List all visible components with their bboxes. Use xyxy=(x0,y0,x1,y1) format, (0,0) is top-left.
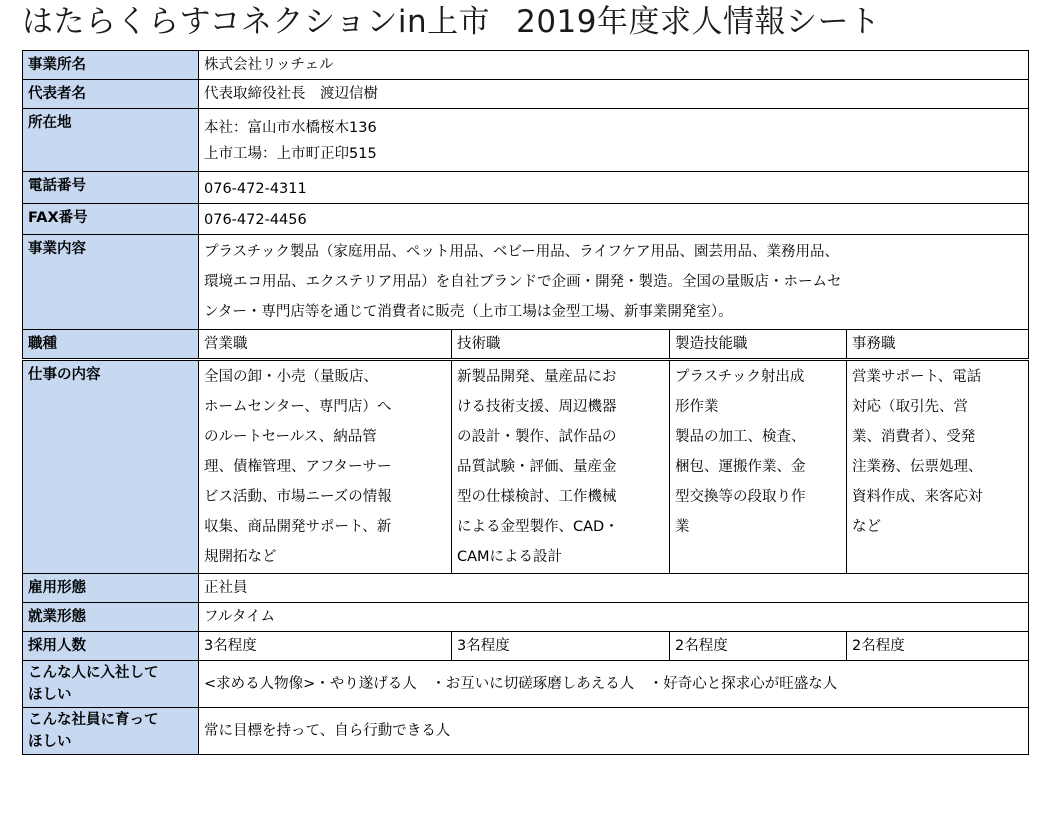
desired-person-label-line: ほしい xyxy=(28,687,72,703)
row-work-style xyxy=(23,603,1029,632)
detail-line: 製品の加工、検査、 xyxy=(675,429,806,445)
address-head-office: 本社：富山市水橋桜木136 xyxy=(204,120,377,136)
detail-line: 全国の卸・小売（量販店、 xyxy=(204,369,378,385)
job-details-engineering xyxy=(452,360,670,574)
company-name-label: 事業所名 xyxy=(23,51,199,80)
row-job-types xyxy=(23,330,1029,360)
growth-label-line: ほしい xyxy=(28,734,72,750)
business-line: 環境エコ用品、エクステリア用品）を自社ブランドで企画・開発・製造。全国の量販店・ホームセ xyxy=(204,274,842,290)
detail-line: 品質試験・評価、量産金 xyxy=(457,459,617,475)
detail-line: 注業務、伝票処理、 xyxy=(852,459,983,475)
row-hiring-count xyxy=(23,632,1029,661)
detail-line: の設計・製作、試作品の xyxy=(457,429,617,445)
detail-line: 型交換等の段取り作 xyxy=(675,489,806,505)
employment-type-value: 正社員 xyxy=(199,574,1029,603)
row-growth xyxy=(23,708,1029,755)
work-style-value: フルタイム xyxy=(199,603,1029,632)
fax-label: FAX番号 xyxy=(23,204,199,235)
detail-line: 形作業 xyxy=(675,399,719,415)
business-label: 事業内容 xyxy=(23,235,199,330)
address-label: 所在地 xyxy=(23,109,199,172)
business-line: プラスチック製品（家庭用品、ペット用品、ベビー用品、ライフケア用品、園芸用品、業務用品、 xyxy=(204,244,839,260)
hiring-count-label: 採用人数 xyxy=(23,632,199,661)
growth-label xyxy=(23,708,199,755)
detail-line: 梱包、運搬作業、金 xyxy=(675,459,806,475)
detail-line: 理、債権管理、アフターサー xyxy=(204,459,392,475)
hiring-count-office: 2名程度 xyxy=(847,632,1029,661)
phone-label: 電話番号 xyxy=(23,172,199,204)
row-fax xyxy=(23,204,1029,235)
detail-line: 収集、商品開発サポート、新 xyxy=(204,519,392,535)
detail-line: ホームセンター、専門店）へ xyxy=(204,399,392,415)
detail-line: 新製品開発、量産品にお xyxy=(457,369,617,385)
detail-line: 営業サポート、電話 xyxy=(852,369,982,385)
job-types-label: 職種 xyxy=(23,330,199,360)
desired-person-value: <求める人物像>・やり遂げる人 ・お互いに切磋琢磨しあえる人 ・好奇心と探求心が旺盛な人 xyxy=(199,661,1029,708)
detail-line: 業、消費者）、受発 xyxy=(852,429,976,445)
job-details-sales xyxy=(199,360,452,574)
row-business xyxy=(23,235,1029,330)
title-prefix: はたらくらすコネクションin上市 xyxy=(22,4,491,40)
row-employment-type xyxy=(23,574,1029,603)
job-type-office: 事務職 xyxy=(847,330,1029,360)
job-type-manufacturing: 製造技能職 xyxy=(670,330,847,360)
business-value xyxy=(199,235,1029,330)
row-desired-person xyxy=(23,661,1029,708)
address-value xyxy=(199,109,1029,172)
detail-line: 規開拓など xyxy=(204,549,277,565)
hiring-count-engineering: 3名程度 xyxy=(452,632,670,661)
representative-label: 代表者名 xyxy=(23,80,199,109)
job-details-office xyxy=(847,360,1029,574)
work-style-label: 就業形態 xyxy=(23,603,199,632)
row-job-details xyxy=(23,360,1029,574)
row-company-name xyxy=(23,51,1029,80)
representative-value: 代表取締役社長 渡辺信樹 xyxy=(199,80,1029,109)
page-title xyxy=(22,0,881,44)
detail-line: による金型製作、CAD・ xyxy=(457,519,619,535)
row-representative xyxy=(23,80,1029,109)
detail-line: 業 xyxy=(675,519,690,535)
desired-person-label xyxy=(23,661,199,708)
detail-line: CAMによる設計 xyxy=(457,549,563,565)
detail-line: ける技術支援、周辺機器 xyxy=(457,399,617,415)
job-type-sales: 営業職 xyxy=(199,330,452,360)
hiring-count-manufacturing: 2名程度 xyxy=(670,632,847,661)
hiring-count-sales: 3名程度 xyxy=(199,632,452,661)
growth-label-line: こんな社員に育って xyxy=(28,712,159,728)
detail-line: 資料作成、来客応対 xyxy=(852,489,983,505)
job-info-table xyxy=(22,50,1029,755)
title-suffix: 2019年度求人情報シート xyxy=(516,4,881,40)
detail-line: 型の仕様検討、工作機械 xyxy=(457,489,617,505)
address-factory: 上市工場：上市町正印515 xyxy=(204,146,377,162)
desired-person-label-line: こんな人に入社して xyxy=(28,665,159,681)
company-name-value: 株式会社リッチェル xyxy=(199,51,1029,80)
job-type-engineering: 技術職 xyxy=(452,330,670,360)
detail-line: ビス活動、市場ニーズの情報 xyxy=(204,489,392,505)
detail-line: 対応（取引先、営 xyxy=(852,399,968,415)
detail-line: など xyxy=(852,519,881,535)
employment-type-label: 雇用形態 xyxy=(23,574,199,603)
job-details-manufacturing xyxy=(670,360,847,574)
growth-value: 常に目標を持って、自ら行動できる人 xyxy=(199,708,1029,755)
job-details-label: 仕事の内容 xyxy=(23,360,199,574)
detail-line: のルートセールス、納品管 xyxy=(204,429,377,445)
business-line: ンター・専門店等を通じて消費者に販売（上市工場は金型工場、新事業開発室）。 xyxy=(204,304,733,320)
fax-value: 076-472-4456 xyxy=(199,204,1029,235)
detail-line: プラスチック射出成 xyxy=(675,369,805,385)
row-phone xyxy=(23,172,1029,204)
phone-value: 076-472-4311 xyxy=(199,172,1029,204)
row-address xyxy=(23,109,1029,172)
